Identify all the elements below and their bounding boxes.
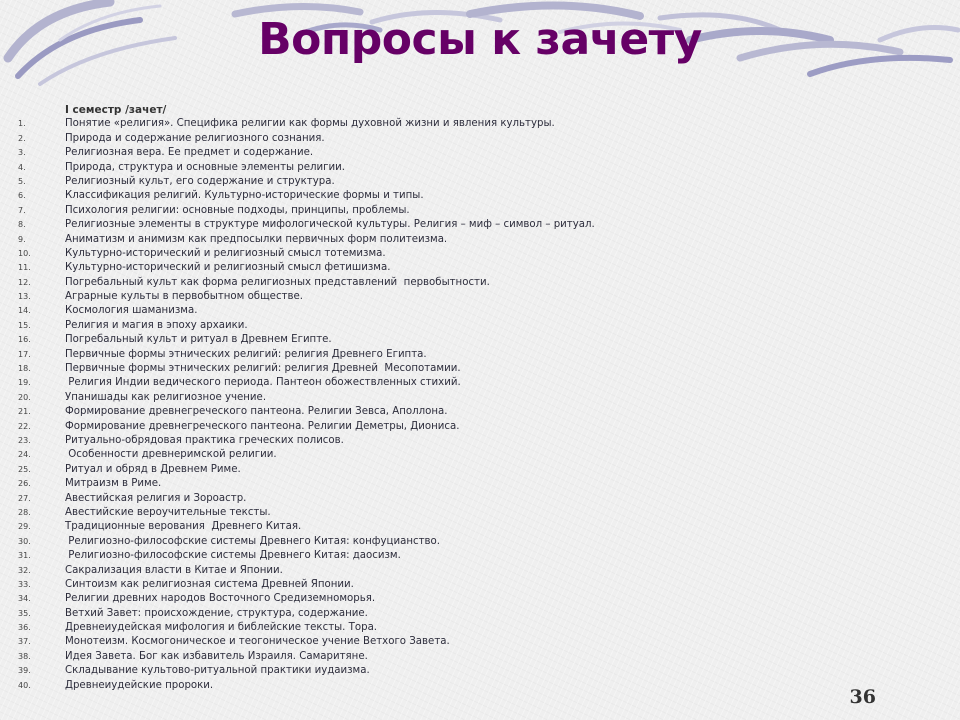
- question-item: [18, 448, 918, 462]
- question-number: 1.: [18, 119, 26, 129]
- question-number: 34.: [18, 594, 31, 604]
- question-number: 3.: [18, 148, 26, 158]
- question-text: Формирование древнегреческого пантеона. Религии Деметры, Диониса.: [65, 420, 460, 432]
- question-item: [18, 319, 918, 333]
- question-number: 31.: [18, 551, 31, 561]
- question-item: [18, 132, 918, 146]
- question-number: 23.: [18, 436, 31, 445]
- question-text: Аграрные культы в первобытном обществе.: [65, 291, 303, 303]
- question-item: [18, 405, 918, 419]
- semester-heading: I семестр /зачет/: [65, 104, 167, 116]
- question-number: 11.: [18, 263, 31, 273]
- question-text: Религии древних народов Восточного Средиземноморья.: [65, 593, 376, 605]
- question-text: Аниматизм и анимизм как предпосылки первичных форм политеизма.: [65, 233, 448, 245]
- question-text: Синтоизм как религиозная система Древней Японии.: [65, 578, 354, 590]
- question-number: 21.: [18, 407, 31, 417]
- question-number: 6.: [18, 191, 26, 201]
- question-item: [18, 477, 918, 491]
- question-number: 20.: [18, 392, 31, 402]
- question-number: 28.: [18, 507, 31, 517]
- question-text: Культурно-исторический и религиозный смысл тотемизма.: [65, 247, 386, 259]
- question-text: Понятие «религия». Специфика религии как формы духовной жизни и явления культуры.: [65, 118, 555, 130]
- question-number: 39.: [18, 666, 31, 676]
- question-number: 16.: [18, 335, 31, 345]
- question-item: [18, 664, 918, 678]
- question-item: [18, 204, 918, 218]
- question-item: [18, 233, 918, 247]
- question-item: [18, 362, 918, 376]
- question-item: [18, 218, 918, 232]
- question-text: Классификация религий. Культурно-исторические формы и типы.: [65, 190, 424, 202]
- question-item: [18, 276, 918, 290]
- question-text: Религия Индии ведического периода. Пантеон обожествленных стихий.: [65, 377, 461, 389]
- slide-title: Вопросы к зачету: [258, 14, 702, 65]
- question-item: [18, 161, 918, 175]
- question-text: Монотеизм. Космогоническое и теогоническое учение Ветхого Завета.: [65, 636, 450, 648]
- question-number: 35.: [18, 608, 31, 618]
- question-text: Религиозные элементы в структуре мифологической культуры. Религия – миф – символ – ритуал.: [65, 219, 595, 231]
- question-text: Особенности древнеримской религии.: [65, 449, 277, 461]
- question-number: 15.: [18, 320, 31, 330]
- question-item: [18, 463, 918, 477]
- question-text: Религиозная вера. Ее предмет и содержание.: [65, 147, 314, 159]
- question-item: [18, 564, 918, 578]
- question-number: 9.: [18, 234, 26, 244]
- question-text: Авестийские вероучительные тексты.: [65, 506, 271, 518]
- question-text: Религия и магия в эпоху архаики.: [65, 319, 248, 331]
- question-number: 38.: [18, 651, 31, 661]
- question-item: [18, 578, 918, 592]
- question-text: Природа и содержание религиозного сознания.: [65, 132, 325, 144]
- question-number: 8.: [18, 220, 26, 230]
- question-text: Митраизм в Риме.: [65, 478, 162, 490]
- question-text: Сакрализация власти в Китае и Японии.: [65, 564, 283, 576]
- question-number: 24.: [18, 450, 31, 460]
- question-item: [18, 650, 918, 664]
- question-text: Психология религии: основные подходы, принципы, проблемы.: [65, 204, 410, 216]
- question-number: 2.: [18, 133, 26, 143]
- question-item: [18, 520, 918, 534]
- page-number: 36: [849, 686, 876, 708]
- question-item: [18, 506, 918, 520]
- question-number: 22.: [18, 421, 31, 431]
- question-text: Погребальный культ и ритуал в Древнем Египте.: [65, 334, 332, 346]
- questions-section: [18, 103, 918, 693]
- question-text: Традиционные верования Древнего Китая.: [65, 521, 302, 533]
- question-text: Религиозный культ, его содержание и структура.: [65, 175, 335, 187]
- question-item: [18, 117, 918, 131]
- question-item: [18, 679, 918, 693]
- question-number: 14.: [18, 306, 31, 316]
- question-number: 29.: [18, 522, 31, 532]
- question-item: [18, 420, 918, 434]
- question-text: Культурно-исторический и религиозный смысл фетишизма.: [65, 262, 391, 274]
- question-item: [18, 261, 918, 275]
- question-text: Складывание культово-ритуальной практики иудаизма.: [65, 665, 370, 677]
- question-item: [18, 348, 918, 362]
- question-text: Ветхий Завет: происхождение, структура, содержание.: [65, 607, 368, 619]
- question-item: [18, 621, 918, 635]
- question-item: [18, 175, 918, 189]
- question-item: [18, 535, 918, 549]
- question-item: [18, 333, 918, 347]
- question-item: [18, 549, 918, 563]
- question-text: Религиозно-философские системы Древнего Китая: даосизм.: [65, 550, 401, 562]
- question-text: Ритуал и обряд в Древнем Риме.: [65, 463, 241, 475]
- question-text: Религиозно-философские системы Древнего Китая: конфуцианство.: [65, 535, 441, 547]
- question-number: 26.: [18, 479, 31, 489]
- question-item: [18, 592, 918, 606]
- question-text: Ритуально-обрядовая практика греческих полисов.: [65, 435, 344, 446]
- question-item: [18, 391, 918, 405]
- question-number: 13.: [18, 292, 31, 302]
- question-text: Первичные формы этнических религий: религия Древнего Египта.: [65, 348, 427, 360]
- question-number: 7.: [18, 205, 26, 215]
- question-item: [18, 146, 918, 160]
- question-text: Космология шаманизма.: [65, 305, 198, 317]
- question-item: [18, 304, 918, 318]
- question-number: 5.: [18, 176, 26, 186]
- question-text: Погребальный культ как форма религиозных представлений первобытности.: [65, 276, 490, 288]
- question-item: [18, 434, 918, 448]
- question-number: 19.: [18, 378, 31, 388]
- question-item: [18, 247, 918, 261]
- question-number: 12.: [18, 277, 31, 287]
- question-text: Древнеиудейские пророки.: [65, 679, 214, 691]
- question-number: 10.: [18, 248, 31, 258]
- question-number: 4.: [18, 162, 26, 172]
- question-number: 30.: [18, 536, 31, 546]
- question-item: [18, 635, 918, 649]
- question-number: 17.: [18, 349, 31, 359]
- question-number: 40.: [18, 680, 31, 690]
- question-number: 25.: [18, 464, 31, 474]
- question-item: [18, 492, 918, 506]
- question-text: Упанишады как религиозное учение.: [65, 391, 267, 403]
- question-text: Формирование древнегреческого пантеона. Религии Зевса, Аполлона.: [65, 406, 448, 418]
- question-text: Авестийская религия и Зороастр.: [65, 492, 247, 504]
- question-item: [18, 189, 918, 203]
- question-text: Природа, структура и основные элементы религии.: [65, 161, 346, 173]
- question-text: Идея Завета. Бог как избавитель Израиля. Самаритяне.: [65, 650, 368, 662]
- question-number: 33.: [18, 579, 31, 589]
- question-number: 32.: [18, 565, 31, 575]
- question-item: [18, 290, 918, 304]
- question-item: [18, 607, 918, 621]
- question-item: [18, 376, 918, 390]
- question-number: 18.: [18, 364, 31, 374]
- question-text: Первичные формы этнических религий: религия Древней Месопотамии.: [65, 363, 461, 375]
- question-text: Древнеиудейская мифология и библейские тексты. Тора.: [65, 622, 378, 634]
- questions-list: [18, 117, 918, 693]
- question-number: 27.: [18, 493, 31, 503]
- question-number: 36.: [18, 623, 31, 633]
- question-number: 37.: [18, 637, 31, 647]
